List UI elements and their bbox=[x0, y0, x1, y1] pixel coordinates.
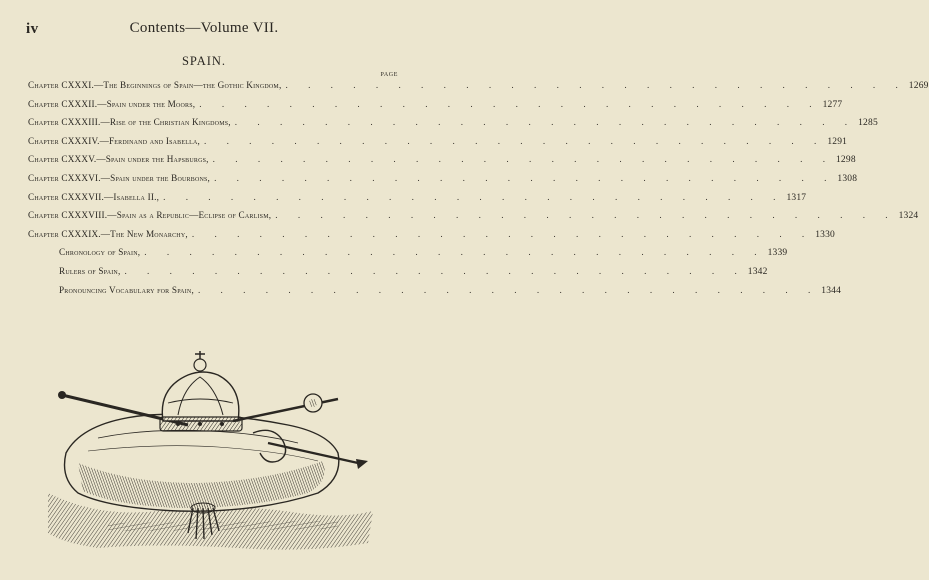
toc-entry-page: 1317 bbox=[786, 192, 807, 203]
dot-leader: . . . . . . . . . . . . . . . . . . . . . . . . . . . . bbox=[203, 135, 826, 146]
toc-entry bbox=[28, 191, 807, 211]
toc-entry-label: Chapter CXXXVI.—Spain under the Bourbons, bbox=[28, 172, 211, 183]
toc-entry-label: Chapter CXXXVIII.—Spain as a Republic—Eclipse of Carlism, bbox=[28, 210, 272, 221]
toc-entry-page: 1339 bbox=[767, 248, 788, 259]
toc-entry-label: Rulers of Spain, bbox=[59, 265, 121, 276]
page-column-label: PAGE bbox=[380, 72, 398, 78]
toc-entry bbox=[28, 247, 788, 266]
toc-entry-page: 1269 bbox=[908, 81, 929, 91]
toc-entry-label: Chapter CXXXV.—Spain under the Hapsburgs, bbox=[28, 154, 209, 165]
toc-entry bbox=[28, 135, 848, 155]
running-title: Contents—Volume VII. bbox=[129, 20, 279, 36]
dot-leader: . . . . . . . . . . . . . . . . . . . . . . . . . . . . bbox=[285, 80, 907, 90]
dot-leader: . . . . . . . . . . . . . . . . . . . . . . . . . . . . bbox=[199, 98, 821, 109]
toc-entry-label: Chapter CXXXII.—Spain under the Moors, bbox=[28, 98, 196, 109]
toc-entry bbox=[28, 265, 768, 285]
toc-entry-page: 1291 bbox=[827, 136, 848, 147]
toc-entry-page: 1285 bbox=[858, 118, 878, 129]
toc-entry bbox=[28, 80, 929, 99]
dot-leader: . . . . . . . . . . . . . . . . . . . . . . . . . . . . bbox=[163, 191, 785, 202]
dot-leader: . . . . . . . . . . . . . . . . . . . . . . . . . . . . bbox=[197, 284, 820, 295]
toc-entry bbox=[28, 210, 919, 229]
crown-scepter-cushion-illustration bbox=[38, 343, 378, 565]
toc-entry-label: Chronology of Spain, bbox=[59, 247, 141, 258]
dot-leader: . . . . . . . . . . . . . . . . . . . . . . . . . . . . bbox=[191, 228, 814, 239]
toc-entry-label: Chapter CXXXIII.—Rise of the Christian Kingdoms, bbox=[28, 117, 231, 128]
toc-entry bbox=[28, 172, 858, 192]
toc-entry bbox=[28, 117, 878, 136]
dot-leader: . . . . . . . . . . . . . . . . . . . . . . . . . . . . bbox=[214, 172, 836, 183]
toc-entry-page: 1277 bbox=[822, 99, 843, 110]
dot-leader: . . . . . . . . . . . . . . . . . . . . . . . . . . . . bbox=[212, 154, 834, 165]
toc-entry bbox=[28, 98, 843, 118]
toc-entry-label: Chapter CXXXIV.—Ferdinand and Isabella, bbox=[28, 135, 200, 146]
toc-entry-label: Chapter CXXXIX.—The New Monarchy, bbox=[28, 228, 188, 239]
toc-entry-page: 1298 bbox=[835, 155, 856, 166]
dot-leader: . . . . . . . . . . . . . . . . . . . . . . . . . . . . bbox=[124, 265, 746, 276]
toc-entry-page: 1330 bbox=[815, 229, 836, 240]
toc-entry bbox=[28, 228, 836, 248]
toc-entry-label: Chapter CXXXI.—The Beginnings of Spain—the Gothic Kingdom, bbox=[28, 80, 282, 90]
toc-entry-page: 1308 bbox=[837, 173, 858, 184]
toc-entry-label: Pronouncing Vocabulary for Spain, bbox=[59, 284, 194, 295]
toc-entry bbox=[28, 154, 856, 173]
page-number: iv bbox=[26, 21, 39, 37]
table-of-contents bbox=[28, 80, 929, 303]
section-title: SPAIN. bbox=[181, 54, 227, 68]
toc-entry-page: 1342 bbox=[747, 266, 768, 277]
dot-leader: . . . . . . . . . . . . . . . . . . . . . . . . . . . . bbox=[144, 247, 766, 258]
toc-entry-page: 1324 bbox=[898, 211, 919, 222]
toc-entry bbox=[28, 284, 842, 304]
dot-leader: . . . . . . . . . . . . . . . . . . . . . . . . . . . . bbox=[234, 117, 857, 128]
toc-entry-label: Chapter CXXXVII.—Isabella II., bbox=[28, 191, 160, 202]
toc-entry-page: 1344 bbox=[821, 285, 842, 296]
dot-leader: . . . . . . . . . . . . . . . . . . . . . . . . . . . . bbox=[275, 210, 897, 221]
